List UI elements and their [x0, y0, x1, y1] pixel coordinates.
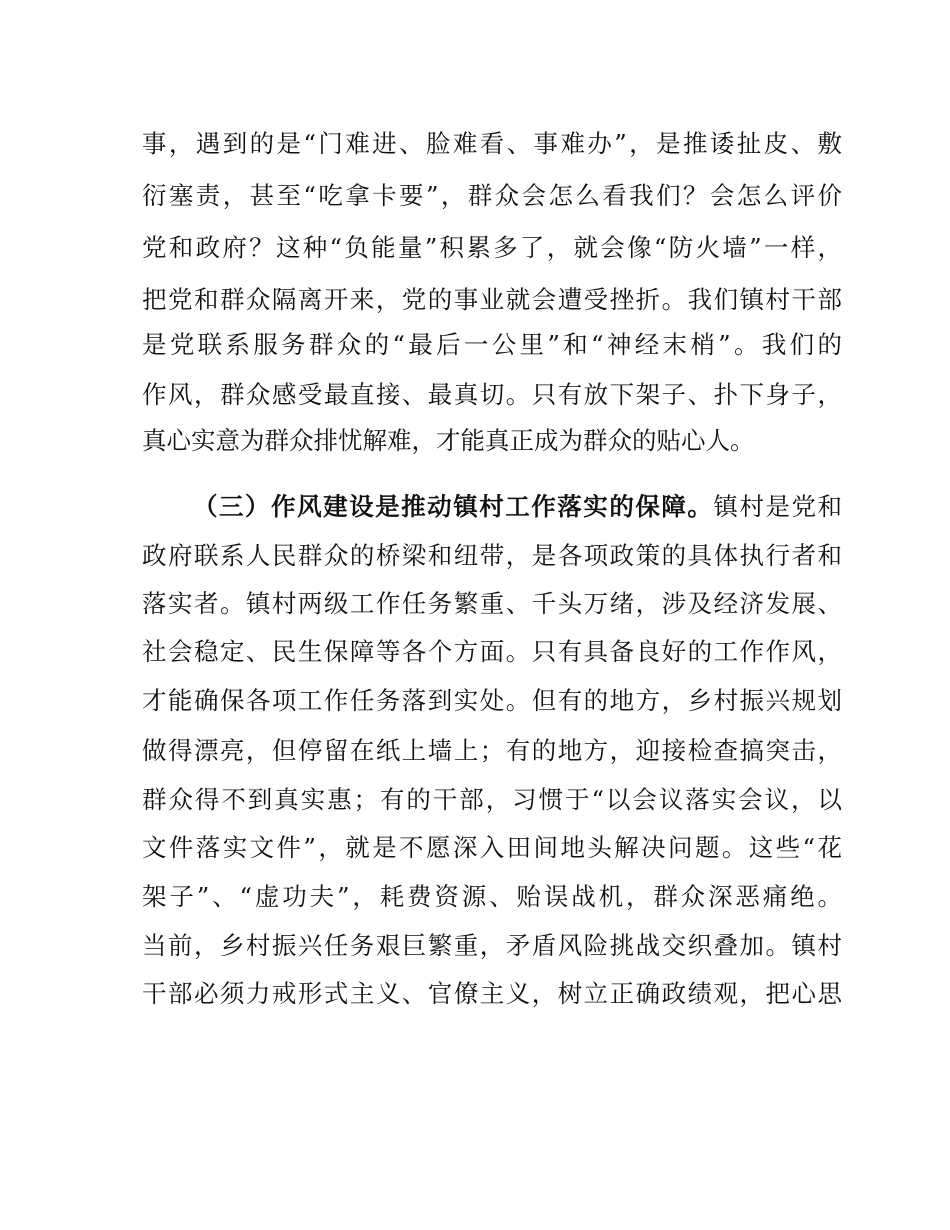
paragraph-2-line-1: [193, 487, 842, 527]
paragraph-2-line-9: 架子”、“虚功夫”，耗费资源、贻误战机，群众深恶痛绝。: [142, 882, 842, 911]
paragraph-2-line-8: 文件落实文件”，就是不愿深入田间地头解决问题。这些“花: [142, 833, 842, 862]
paragraph-1-line-6: 作风，群众感受最直接、最真切。只有放下架子、扑下身子，: [142, 380, 842, 409]
paragraph-2-line-10: 当前，乡村振兴任务艰巨繁重，矛盾风险挑战交织叠加。镇村: [142, 931, 842, 960]
paragraph-1-line-1: 事，遇到的是“门难进、脸难看、事难办”，是推诿扯皮、敷: [142, 129, 842, 158]
paragraph-2-line-2: 政府联系人民群众的桥梁和纽带，是各项政策的具体执行者和: [142, 541, 842, 570]
paragraph-1-line-4: 把党和群众隔离开来，党的事业就会遭受挫折。我们镇村干部: [142, 285, 842, 314]
section-heading: （三）作风建设是推动镇村工作落实的保障。: [193, 492, 714, 521]
paragraph-1-line-5: 是党联系服务群众的“最后一公里”和“神经末梢”。我们的: [142, 330, 842, 359]
paragraph-2-line-3: 落实者。镇村两级工作任务繁重、千头万绪，涉及经济发展、: [142, 589, 842, 618]
paragraph-2-line-6: 做得漂亮，但停留在纸上墙上；有的地方，迎接检查搞突击，: [142, 736, 842, 765]
paragraph-1-line-2: 衍塞责，甚至“吃拿卡要”，群众会怎么看我们？会怎么评价: [142, 181, 842, 210]
paragraph-2-line-11: 干部必须力戒形式主义、官僚主义，树立正确政绩观，把心思: [142, 979, 842, 1008]
paragraph-2-line-4: 社会稳定、民生保障等各个方面。只有具备良好的工作作风，: [142, 637, 842, 666]
paragraph-2-line-7: 群众得不到真实惠；有的干部，习惯于“以会议落实会议，以: [142, 785, 842, 814]
paragraph-2-line-1-rest: 镇村是党和: [713, 492, 842, 521]
paragraph-1-line-7: 真心实意为群众排忧解难，才能真正成为群众的贴心人。: [142, 426, 755, 455]
paragraph-2-line-5: 才能确保各项工作任务落到实处。但有的地方，乡村振兴规划: [142, 686, 842, 715]
paragraph-1-line-3: 党和政府？这种“负能量”积累多了，就会像“防火墙”一样，: [142, 233, 842, 262]
